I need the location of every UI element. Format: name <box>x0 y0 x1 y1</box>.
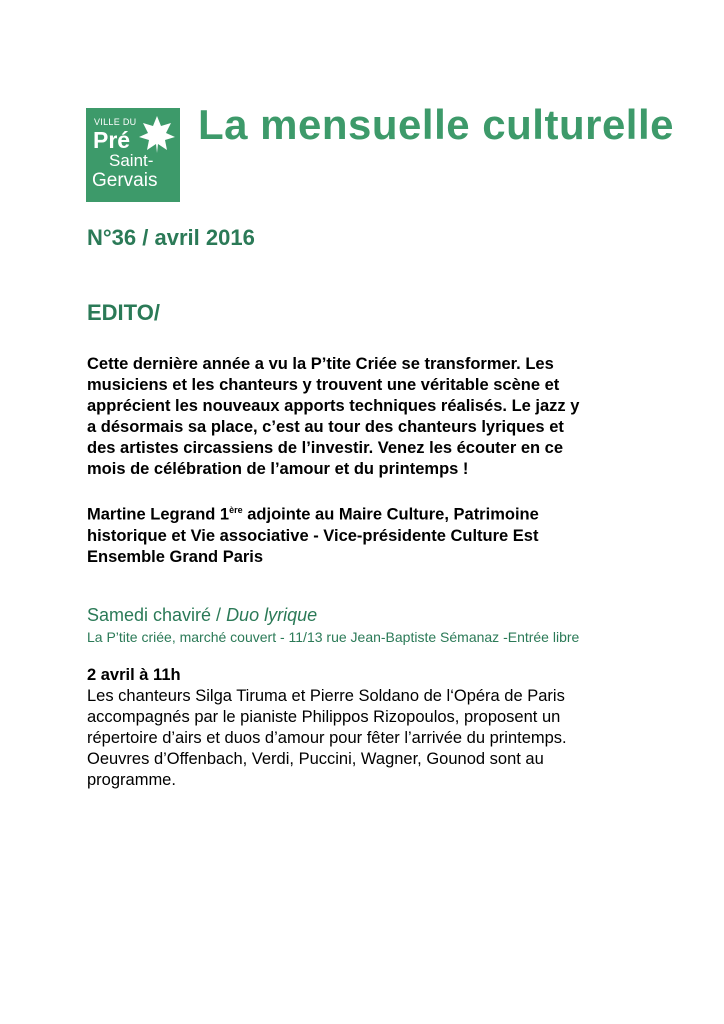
signature-name: Martine Legrand 1 <box>87 505 230 524</box>
edito-line: a désormais sa place, c’est au tour des chanteurs lyriques et <box>87 418 564 436</box>
signature-role: adjointe au Maire Culture, Patrimoine <box>242 505 539 524</box>
event-title-main: Samedi chaviré / <box>87 605 227 625</box>
issue-number: N°36 / avril 2016 <box>87 225 255 250</box>
edito-signature <box>87 500 539 568</box>
signature-line-3: Ensemble Grand Paris <box>87 547 264 566</box>
event-date: 2 avril à 11h <box>87 666 181 684</box>
event-description <box>87 686 567 791</box>
signature-line-2: historique et Vie associative - Vice-présidente Culture Est <box>87 526 539 545</box>
logo-ville-du: VILLE DU <box>94 117 137 127</box>
event-body-line: programme. <box>87 771 176 789</box>
edito-heading: EDITO/ <box>87 300 160 325</box>
event-location: La P’tite criée, marché couvert - 11/13 rue Jean-Baptiste Sémanaz -Entrée libre <box>87 629 580 645</box>
logo-gervais: Gervais <box>92 170 158 191</box>
leaf-icon <box>138 114 176 154</box>
logo-pre: Pré <box>93 127 131 153</box>
edito-line: musiciens et les chanteurs y trouvent une véritable scène et <box>87 376 560 394</box>
edito-line: apprécient les nouveaux apports techniques réalisés. Le jazz y <box>87 397 580 415</box>
event-title <box>87 605 317 626</box>
event-body-line: Oeuvres d’Offenbach, Verdi, Puccini, Wagner, Gounod sont au <box>87 750 544 768</box>
event-title-italic: Duo lyrique <box>226 605 318 625</box>
event-body-line: accompagnés par le pianiste Philippos Rizopoulos, proposent un <box>87 708 561 726</box>
edito-line: Cette dernière année a vu la P’tite Criée se transformer. Les <box>87 355 554 373</box>
logo-saint: Saint- <box>109 151 154 170</box>
city-logo <box>86 108 180 202</box>
newsletter-title: La mensuelle culturelle <box>198 101 675 148</box>
edito-paragraph <box>87 354 579 480</box>
event-body-line: Les chanteurs Silga Tiruma et Pierre Soldano de l‘Opéra de Paris <box>87 687 565 705</box>
signature-superscript: ère <box>229 505 243 515</box>
edito-line: des artistes circassiens de l’investir. Venez les écouter en ce <box>87 439 564 457</box>
event-body-line: répertoire d’airs et duos d’amour pour fêter l’arrivée du printemps. <box>87 729 567 747</box>
signature-line-1 <box>87 500 539 526</box>
edito-line: mois de célébration de l’amour et du printemps ! <box>87 460 469 478</box>
